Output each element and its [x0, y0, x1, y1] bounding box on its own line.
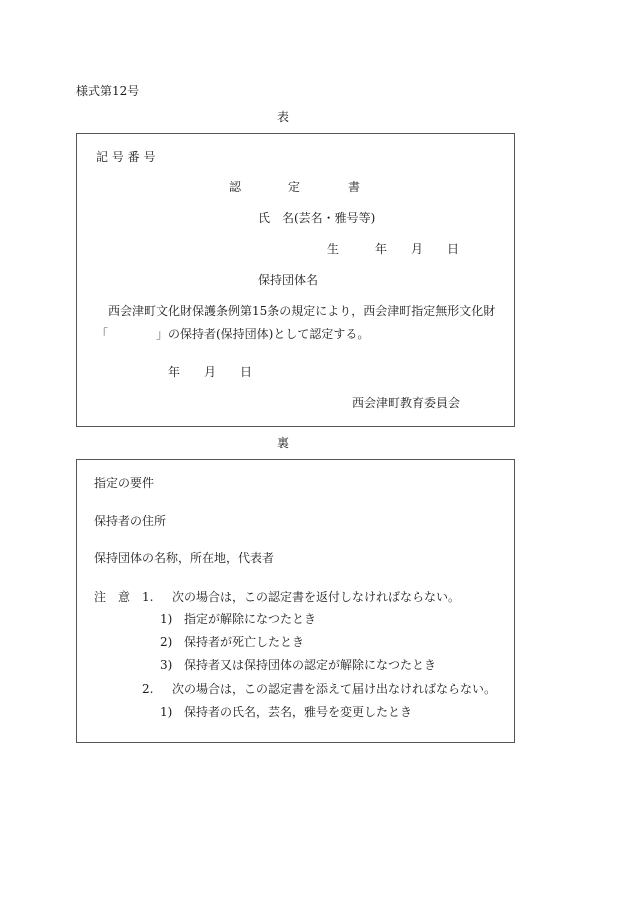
certificate-title-char-2: 定 [288, 180, 301, 194]
note-1-item-2-number: 2) [160, 635, 173, 649]
issue-year-label: 年 [168, 365, 181, 379]
certificate-title-char-1: 認 [229, 180, 242, 194]
requirements-label: 指定の要件 [94, 476, 155, 490]
record-number-label: 記 号 番 号 [96, 150, 156, 164]
note-2-text: 次の場合は，この認定書を添えて届け出なければならない。 [172, 682, 497, 696]
note-1-item-1-text: 指定が解除になつたとき [184, 612, 317, 626]
note-1-item-3-text: 保持者又は保持団体の認定が解除になつたとき [184, 658, 437, 672]
issue-month-label: 月 [204, 365, 217, 379]
back-label: 裏 [277, 436, 290, 450]
birth-year-label: 年 [375, 242, 388, 256]
birth-label: 生 [327, 242, 340, 256]
issuer-name: 西会津町教育委員会 [352, 396, 461, 410]
note-2-number: 2. [142, 682, 154, 696]
certificate-body-line-2: 」の保持者(保持団体)として認定する。 [156, 327, 370, 341]
front-label: 表 [277, 110, 290, 124]
note-1-text: 次の場合は，この認定書を返付しなければならない。 [172, 590, 461, 604]
certificate-body-open-bracket: 「 [96, 327, 109, 341]
certificate-title-char-3: 書 [348, 180, 361, 194]
issue-day-label: 日 [240, 365, 253, 379]
note-2-item-1-text: 保持者の氏名，芸名，雅号を変更したとき [184, 705, 413, 719]
notes-label: 注 意 [94, 590, 131, 604]
certificate-body-line-1: 西会津町文化財保護条例第15条の規定により，西会津町指定無形文化財 [108, 304, 496, 318]
note-1-item-1-number: 1) [160, 612, 173, 626]
birth-month-label: 月 [411, 242, 424, 256]
name-label: 氏 名(芸名・雅号等) [258, 211, 376, 225]
note-1-number: 1. [142, 590, 154, 604]
group-info-label: 保持団体の名称，所在地，代表者 [94, 551, 275, 565]
group-name-label: 保持団体名 [258, 273, 319, 287]
note-2-item-1-number: 1) [160, 705, 173, 719]
holder-address-label: 保持者の住所 [94, 514, 167, 528]
birth-day-label: 日 [447, 242, 460, 256]
note-1-item-2-text: 保持者が死亡したとき [184, 635, 305, 649]
note-1-item-3-number: 3) [160, 658, 173, 672]
form-number: 様式第12号 [76, 84, 140, 98]
